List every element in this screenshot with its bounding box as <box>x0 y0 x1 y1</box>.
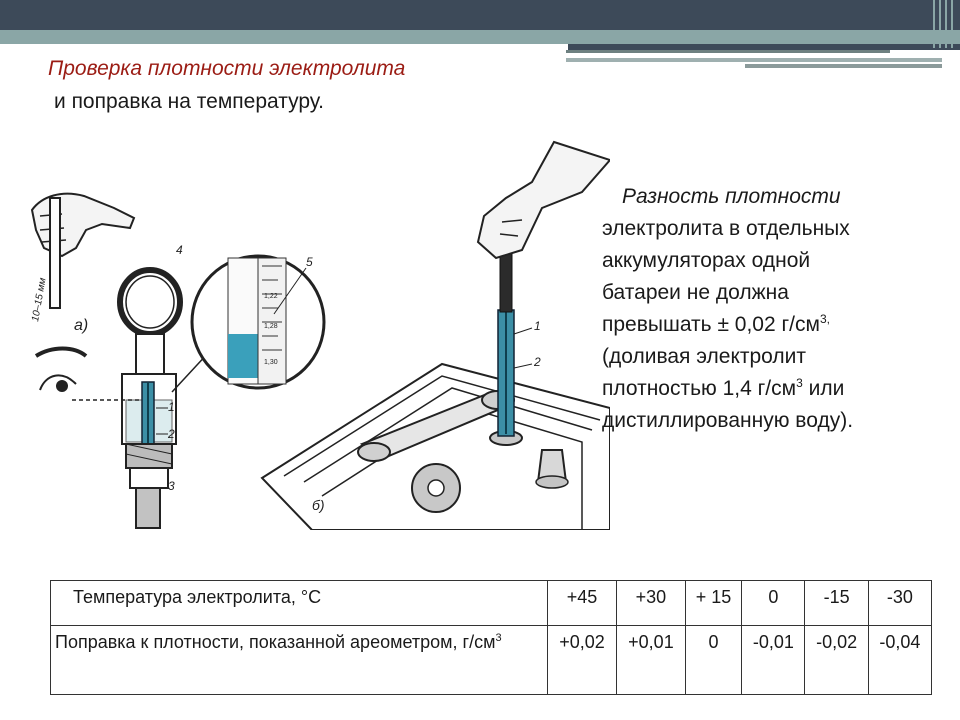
callout-5: 5 <box>306 255 313 269</box>
row-label-temperature: Температура электролита, °С <box>51 581 548 626</box>
table-cell: +0,01 <box>616 626 685 695</box>
table-row <box>51 581 932 626</box>
figure-label-b: б) <box>312 497 325 513</box>
table-cell: +30 <box>616 581 685 626</box>
note-line: дистиллированную воду). <box>602 409 854 432</box>
callout-1-b: 1 <box>534 319 541 333</box>
note-line-with-unit <box>602 373 932 405</box>
note-line: батареи не должна <box>602 281 789 304</box>
callout-4: 4 <box>176 243 183 257</box>
table-cell: 0 <box>685 626 741 695</box>
callout-1-a: 1 <box>168 400 175 414</box>
note-line: плотностью 1,4 г/см <box>602 377 797 400</box>
table-cell: -0,02 <box>805 626 868 695</box>
table-cell: -30 <box>868 581 931 626</box>
unit-superscript: 3 <box>796 376 803 390</box>
callout-2-b: 2 <box>534 355 541 369</box>
table-cell: -0,01 <box>742 626 805 695</box>
table-cell: 0 <box>742 581 805 626</box>
note-line-tail: или <box>802 377 845 400</box>
scale-mark: 1,30 <box>264 359 278 366</box>
measure-label: 10–15 мм <box>30 276 49 323</box>
unit-superscript: 3, <box>819 312 830 326</box>
callout-2-a: 2 <box>168 427 175 441</box>
slide-title: Проверка плотности электролита <box>48 57 406 80</box>
decor-line <box>566 58 942 62</box>
table-cell: -15 <box>805 581 868 626</box>
callout-3-a: 3 <box>168 479 175 493</box>
corner-decor <box>930 0 960 48</box>
row-label-correction <box>51 626 548 695</box>
slide-subtitle: и поправка на температуру. <box>54 90 325 113</box>
figure-label-a: а) <box>74 317 89 334</box>
table-cell: -0,04 <box>868 626 931 695</box>
scale-mark: 1,28 <box>264 323 278 330</box>
note-line: электролита в отдельных <box>602 217 850 240</box>
hydrometer-illustration <box>22 138 610 530</box>
note-heading: Разность плотности <box>622 185 841 208</box>
density-note <box>602 181 932 437</box>
note-line: превышать ± 0,02 г/см <box>602 313 820 336</box>
decor-line <box>566 50 890 53</box>
filler-cap <box>412 464 460 512</box>
note-line-with-unit <box>602 309 932 341</box>
note-line: аккумуляторах одной <box>602 249 811 272</box>
table-cell: + 15 <box>685 581 741 626</box>
scale-mark: 1,22 <box>264 293 278 300</box>
temperature-correction-table <box>50 580 932 695</box>
note-heading-line <box>602 181 932 213</box>
unit-superscript: 3 <box>495 632 502 644</box>
decor-line <box>745 64 942 68</box>
row-label-text: Поправка к плотности, показанной ареометром, г/см <box>55 632 496 652</box>
table-cell: +0,02 <box>548 626 617 695</box>
table-cell: +45 <box>548 581 617 626</box>
note-line: (доливая электролит <box>602 345 806 368</box>
table-row <box>51 626 932 695</box>
header-bar <box>0 0 960 30</box>
header-accent-strip <box>0 30 960 44</box>
